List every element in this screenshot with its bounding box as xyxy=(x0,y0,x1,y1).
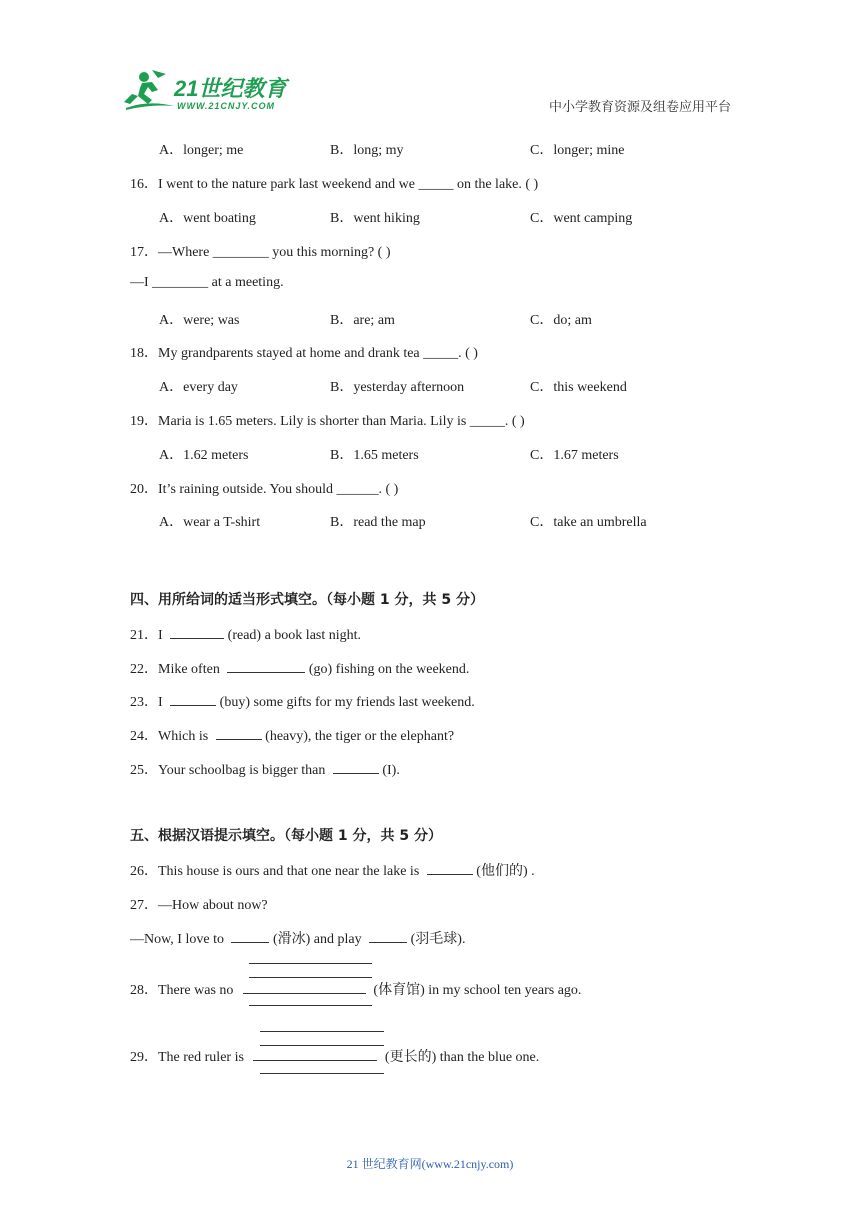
q24-prefix: 24．Which is xyxy=(130,729,212,744)
q27-stem: 27．—How about now? xyxy=(130,898,268,913)
q26-answer-blank[interactable] xyxy=(427,862,473,875)
q23-hint: (buy) some gifts for my friends last weekend. xyxy=(216,695,475,710)
q26-hint: (他们的) . xyxy=(472,864,535,879)
q27-hint-1: (滑冰) and play xyxy=(269,932,366,947)
q19-option-b: B．1.65 meters xyxy=(330,448,419,463)
q18-option-b: B．yesterday afternoon xyxy=(330,380,465,395)
page-header xyxy=(0,0,860,125)
q28-underline-top xyxy=(249,963,372,964)
q28-underline-2 xyxy=(249,977,372,978)
q27-answer-blank-1[interactable] xyxy=(231,930,269,943)
q25-line xyxy=(130,759,400,779)
q22-hint: (go) fishing on the weekend. xyxy=(305,662,470,677)
q22-answer-blank[interactable] xyxy=(227,660,305,673)
q21-line xyxy=(130,624,361,644)
q28-answer-blank[interactable] xyxy=(243,981,366,994)
q16-option-c: C．went camping xyxy=(530,211,633,226)
platform-tagline: 中小学教育资源及组卷应用平台 xyxy=(549,99,732,114)
q27-hint-2: (羽毛球). xyxy=(407,932,466,947)
q20-stem: 20．It’s raining outside. You should ______. ( ) xyxy=(130,482,399,497)
q23-prefix: 23．I xyxy=(130,695,167,710)
q17-option-c: C．do; am xyxy=(530,313,592,328)
q29-prefix: 29．The red ruler is xyxy=(130,1050,248,1065)
q21-prefix: 21．I xyxy=(130,628,167,643)
q17-option-a: A．were; was xyxy=(159,313,240,328)
q29-hint: (更长的) than the blue one. xyxy=(381,1050,540,1065)
q19-stem: 19．Maria is 1.65 meters. Lily is shorter than Maria. Lily is _____. ( ) xyxy=(130,414,525,429)
q24-answer-blank[interactable] xyxy=(216,727,262,740)
q20-option-a: A．wear a T-shirt xyxy=(159,515,261,530)
q29-underline-top xyxy=(260,1031,384,1032)
q15-option-c: C．longer; mine xyxy=(530,143,625,158)
q15-option-b: B．long; my xyxy=(330,143,404,158)
q28-hint: (体育馆) in my school ten years ago. xyxy=(369,983,582,998)
q27-line2 xyxy=(130,928,465,948)
q15-option-a: A．longer; me xyxy=(159,143,244,158)
q27-prefix: —Now, I love to xyxy=(130,932,228,947)
q24-line xyxy=(130,725,454,745)
page-footer: 21 世纪教育网(www.21cnjy.com) xyxy=(346,1157,514,1171)
q17-line2: —I ________ at a meeting. xyxy=(130,275,284,290)
logo-url: WWW.21CNJY.COM xyxy=(177,101,276,111)
q23-answer-blank[interactable] xyxy=(170,693,216,706)
q16-option-a: A．went boating xyxy=(159,211,256,226)
q28-prefix: 28．There was no xyxy=(130,983,237,998)
q17-stem: 17．—Where ________ you this morning? ( ) xyxy=(130,245,391,260)
q19-option-c: C．1.67 meters xyxy=(530,448,619,463)
q25-prefix: 25．Your schoolbag is bigger than xyxy=(130,763,329,778)
q26-line xyxy=(130,860,535,880)
q19-option-a: A．1.62 meters xyxy=(159,448,249,463)
q29-answer-blank[interactable] xyxy=(253,1048,377,1061)
q17-option-b: B．are; am xyxy=(330,313,395,328)
q25-hint: (I). xyxy=(378,763,400,778)
q18-option-c: C．this weekend xyxy=(530,380,627,395)
q28-underline-bottom xyxy=(249,1005,372,1006)
site-logo xyxy=(122,68,292,118)
q18-option-a: A．every day xyxy=(159,380,238,395)
q26-prefix: 26．This house is ours and that one near the lake is xyxy=(130,864,423,879)
runner-icon xyxy=(122,68,178,112)
section-4-title: 四、用所给词的适当形式填空。（每小题 1 分，共 5 分） xyxy=(130,592,484,608)
q22-line xyxy=(130,658,469,678)
q27-answer-blank-2[interactable] xyxy=(369,930,407,943)
q29-underline-bottom xyxy=(260,1073,384,1074)
section-5-title: 五、根据汉语提示填空。（每小题 1 分，共 5 分） xyxy=(130,828,442,844)
q18-stem: 18．My grandparents stayed at home and drank tea _____. ( ) xyxy=(130,346,478,361)
q29-line xyxy=(130,1046,539,1066)
q20-option-c: C．take an umbrella xyxy=(530,515,647,530)
q25-answer-blank[interactable] xyxy=(333,761,379,774)
q28-line xyxy=(130,979,581,999)
q23-line xyxy=(130,691,475,711)
q20-option-b: B．read the map xyxy=(330,515,426,530)
q24-hint: (heavy), the tiger or the elephant? xyxy=(261,729,455,744)
q16-option-b: B．went hiking xyxy=(330,211,420,226)
q21-answer-blank[interactable] xyxy=(170,626,224,639)
q16-stem: 16．I went to the nature park last weekend and we _____ on the lake. ( ) xyxy=(130,177,539,192)
logo-text: 21世纪教育 xyxy=(174,76,287,101)
q22-prefix: 22．Mike often xyxy=(130,662,224,677)
q21-hint: (read) a book last night. xyxy=(224,628,362,643)
